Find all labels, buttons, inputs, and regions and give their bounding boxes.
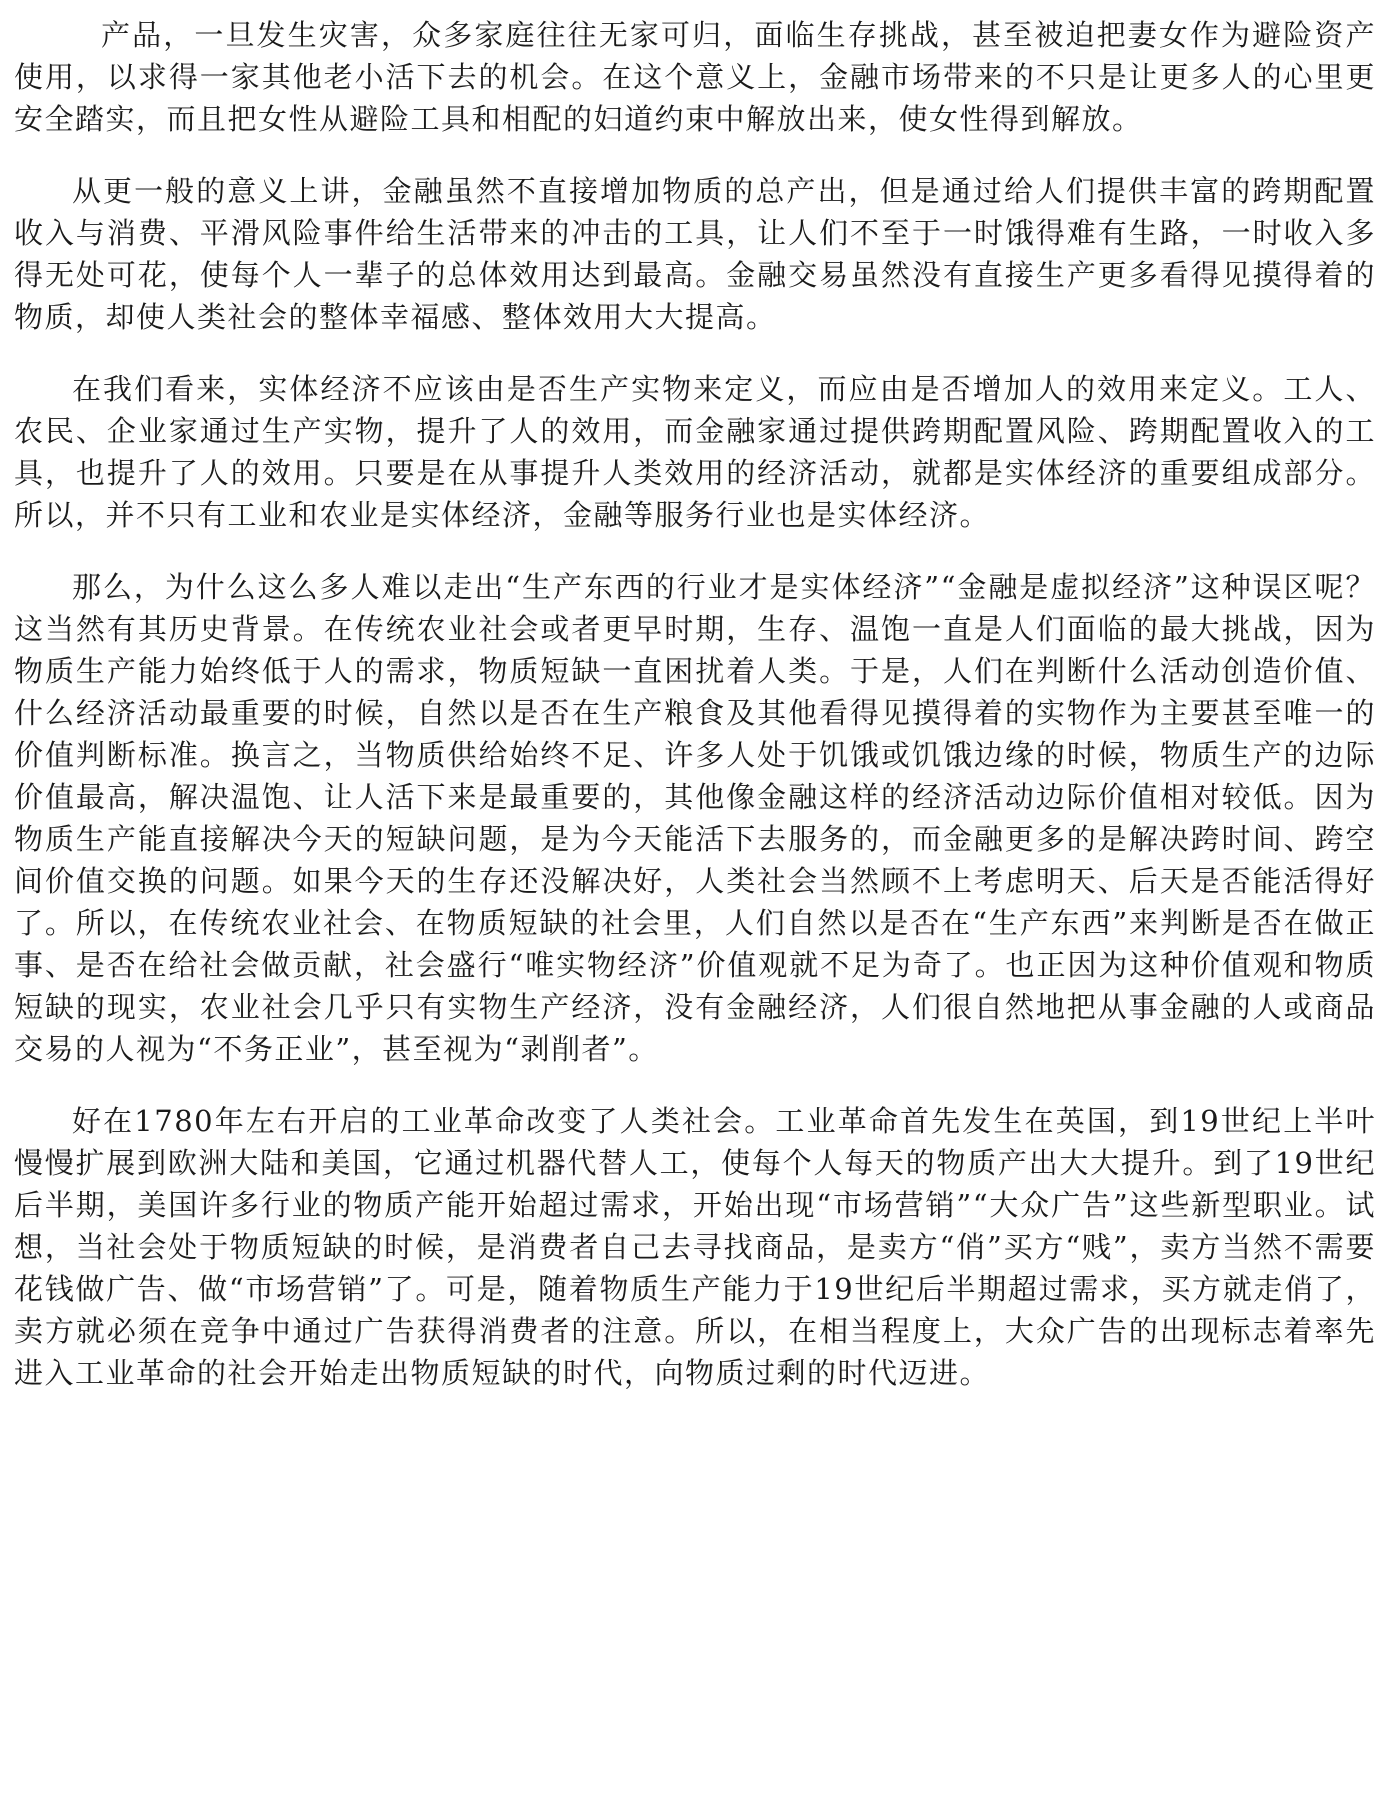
paragraph-5: 好在1780年左右开启的工业革命改变了人类社会。工业革命首先发生在英国，到19世纪上半叶慢慢扩展到欧洲大陆和美国，它通过机器代替人工，使每个人每天的物质产出大大提升。到了19世纪后半期，美国许多行业的物质产能开始超过需求，开始出现“市场营销”“大众广告”这些新型职业。试想，当社会处于物质短缺的时候，是消费者自己去寻找商品，是卖方“俏”买方“贱”，卖方当然不需要花钱做广告、做“市场营销”了。可是，随着物质生产能力于19世纪后半期超过需求，买方就走俏了，卖方就必须在竞争中通过广告获得消费者的注意。所以，在相当程度上，大众广告的出现标志着率先进入工业革命的社会开始走出物质短缺的时代，向物质过剩的时代迈进。 (14, 1104, 1376, 1390)
paragraph-4: 那么，为什么这么多人难以走出“生产东西的行业才是实体经济”“金融是虚拟经济”这种误区呢？这当然有其历史背景。在传统农业社会或者更早时期，生存、温饱一直是人们面临的最大挑战，因为物质生产能力始终低于人的需求，物质短缺一直困扰着人类。于是，人们在判断什么活动创造价值、什么经济活动最重要的时候，自然以是否在生产粮食及其他看得见摸得着的实物作为主要甚至唯一的价值判断标准。换言之，当物质供给始终不足、许多人处于饥饿或饥饿边缘的时候，物质生产的边际价值最高，解决温饱、让人活下来是最重要的，其他像金融这样的经济活动边际价值相对较低。因为物质生产能直接解决今天的短缺问题，是为今天能活下去服务的，而金融更多的是解决跨时间、跨空间价值交换的问题。如果今天的生存还没解决好，人类社会当然顾不上考虑明天、后天是否能活得好了。所以，在传统农业社会、在物质短缺的社会里，人们自然以是否在“生产东西”来判断是否在做正事、是否在给社会做贡献，社会盛行“唯实物经济”价值观就不足为奇了。也正因为这种价值观和物质短缺的现实，农业社会几乎只有实物生产经济，没有金融经济，人们很自然地把从事金融的人或商品交易的人视为“不务正业”，甚至视为“剥削者”。 (14, 570, 1376, 1066)
paragraph-1: 产品，一旦发生灾害，众多家庭往往无家可归，面临生存挑战，甚至被迫把妻女作为避险资产使用，以求得一家其他老小活下去的机会。在这个意义上，金融市场带来的不只是让更多人的心里更安全踏实，而且把女性从避险工具和相配的妇道约束中解放出来，使女性得到解放。 (14, 18, 1376, 136)
paragraph-2: 从更一般的意义上讲，金融虽然不直接增加物质的总产出，但是通过给人们提供丰富的跨期配置收入与消费、平滑风险事件给生活带来的冲击的工具，让人们不至于一时饿得难有生路，一时收入多得无处可花，使每个人一辈子的总体效用达到最高。金融交易虽然没有直接生产更多看得见摸得着的物质，却使人类社会的整体幸福感、整体效用大大提高。 (14, 174, 1376, 334)
paragraph-3: 在我们看来，实体经济不应该由是否生产实物来定义，而应由是否增加人的效用来定义。工人、农民、企业家通过生产实物，提升了人的效用，而金融家通过提供跨期配置风险、跨期配置收入的工具，也提升了人的效用。只要是在从事提升人类效用的经济活动，就都是实体经济的重要组成部分。所以，并不只有工业和农业是实体经济，金融等服务行业也是实体经济。 (14, 372, 1376, 532)
document-body (14, 14, 1376, 1394)
